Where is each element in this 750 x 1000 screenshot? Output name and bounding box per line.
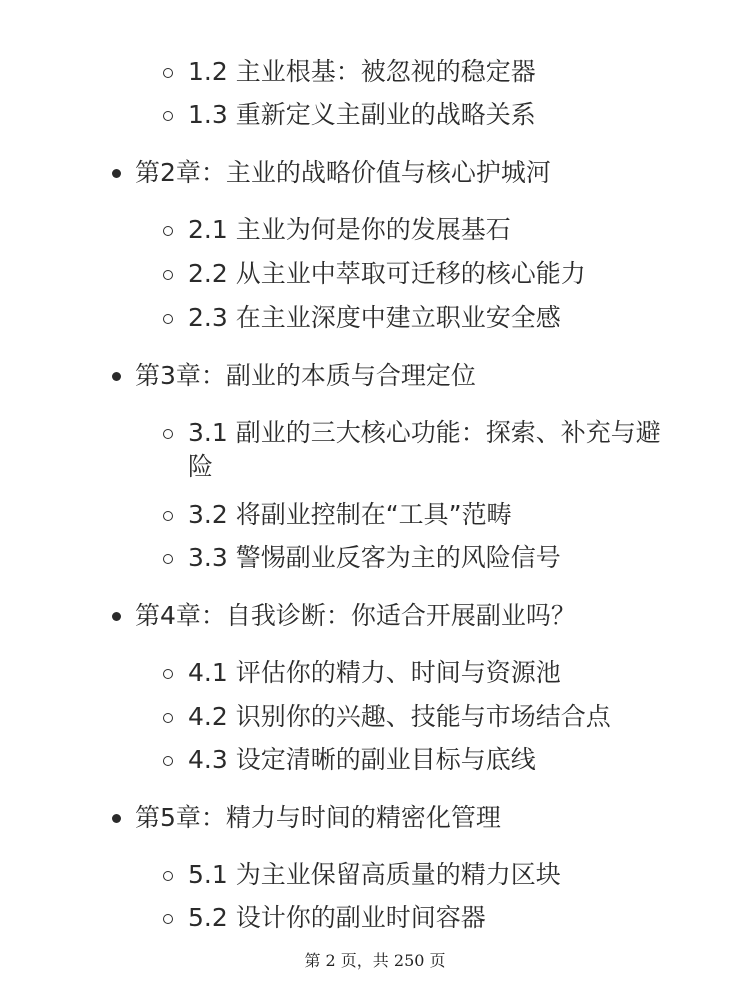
toc-section-item: 1.3 重新定义主副业的战略关系 bbox=[188, 100, 536, 129]
disc-bullet-icon bbox=[112, 372, 121, 381]
circle-bullet-icon bbox=[163, 429, 173, 439]
disc-bullet-icon bbox=[112, 169, 121, 178]
disc-bullet-icon bbox=[112, 814, 121, 823]
circle-bullet-icon bbox=[163, 111, 173, 121]
circle-bullet-icon bbox=[163, 511, 173, 521]
toc-section-item: 5.1 为主业保留高质量的精力区块 bbox=[188, 860, 561, 889]
toc-section-item: 2.2 从主业中萃取可迁移的核心能力 bbox=[188, 259, 586, 288]
toc-section-item: 5.2 设计你的副业时间容器 bbox=[188, 903, 486, 932]
toc-section-item: 3.1 副业的三大核心功能：探索、补充与避险 bbox=[188, 418, 661, 481]
circle-bullet-icon bbox=[163, 270, 173, 280]
circle-bullet-icon bbox=[163, 669, 173, 679]
toc-section-item: 2.3 在主业深度中建立职业安全感 bbox=[188, 303, 561, 332]
toc-chapter-item: 第4章：自我诊断：你适合开展副业吗？ bbox=[135, 601, 576, 630]
circle-bullet-icon bbox=[163, 914, 173, 924]
disc-bullet-icon bbox=[112, 612, 121, 621]
circle-bullet-icon bbox=[163, 314, 173, 324]
circle-bullet-icon bbox=[163, 226, 173, 236]
toc-chapter-item: 第2章：主业的战略价值与核心护城河 bbox=[135, 158, 551, 187]
toc-section-item: 3.2 将副业控制在“工具”范畴 bbox=[188, 500, 512, 529]
circle-bullet-icon bbox=[163, 554, 173, 564]
toc-section-item: 2.1 主业为何是你的发展基石 bbox=[188, 215, 511, 244]
toc-section-item: 1.2 主业根基：被忽视的稳定器 bbox=[188, 57, 536, 86]
toc-chapter-item: 第3章：副业的本质与合理定位 bbox=[135, 361, 476, 390]
circle-bullet-icon bbox=[163, 871, 173, 881]
circle-bullet-icon bbox=[163, 68, 173, 78]
circle-bullet-icon bbox=[163, 756, 173, 766]
circle-bullet-icon bbox=[163, 713, 173, 723]
toc-section-item: 4.3 设定清晰的副业目标与底线 bbox=[188, 745, 536, 774]
toc-section-item: 3.3 警惕副业反客为主的风险信号 bbox=[188, 543, 561, 572]
toc-section-item: 4.1 评估你的精力、时间与资源池 bbox=[188, 658, 561, 687]
toc-chapter-item: 第5章：精力与时间的精密化管理 bbox=[135, 803, 501, 832]
page-number-footer: 第 2 页，共 250 页 bbox=[304, 951, 446, 970]
toc-section-item: 4.2 识别你的兴趣、技能与市场结合点 bbox=[188, 702, 611, 731]
